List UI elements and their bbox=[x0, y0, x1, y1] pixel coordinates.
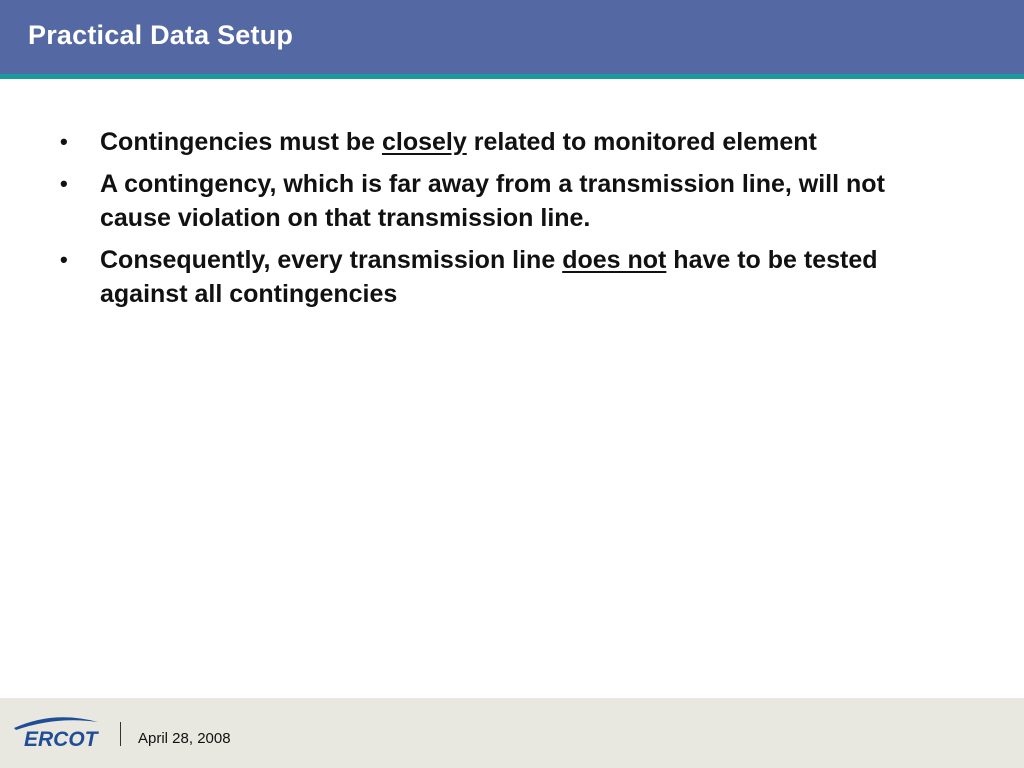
ercot-logo-icon bbox=[10, 708, 102, 752]
bullet-item bbox=[60, 243, 960, 311]
bullet-dot-icon: • bbox=[60, 171, 68, 196]
bullet-emphasis: closely bbox=[381, 128, 467, 156]
bullet-dot-icon: • bbox=[60, 247, 68, 272]
bullet-item bbox=[60, 167, 960, 235]
bullet-text: related to monitored element bbox=[466, 128, 817, 156]
bullet-text: have to be tested against all contingencies bbox=[100, 246, 878, 308]
footer-divider bbox=[120, 722, 121, 746]
title-accent-line bbox=[0, 74, 1024, 79]
bullet-list bbox=[60, 125, 960, 319]
title-bar bbox=[0, 0, 1024, 74]
bullet-text: A contingency, which is far away from a transmission line, will not cause violation on that transmission line. bbox=[100, 170, 885, 232]
bullet-item bbox=[60, 125, 960, 159]
bullet-dot-icon: • bbox=[60, 129, 68, 154]
footer bbox=[0, 698, 1024, 768]
svg-text:ERCOT: ERCOT bbox=[24, 728, 98, 751]
bullet-text: Consequently, every transmission line bbox=[100, 246, 563, 274]
slide-title: Practical Data Setup bbox=[28, 20, 294, 50]
bullet-text: Contingencies must be bbox=[100, 128, 382, 156]
bullet-emphasis: does not bbox=[562, 246, 667, 274]
footer-date: April 28, 2008 bbox=[138, 730, 231, 747]
